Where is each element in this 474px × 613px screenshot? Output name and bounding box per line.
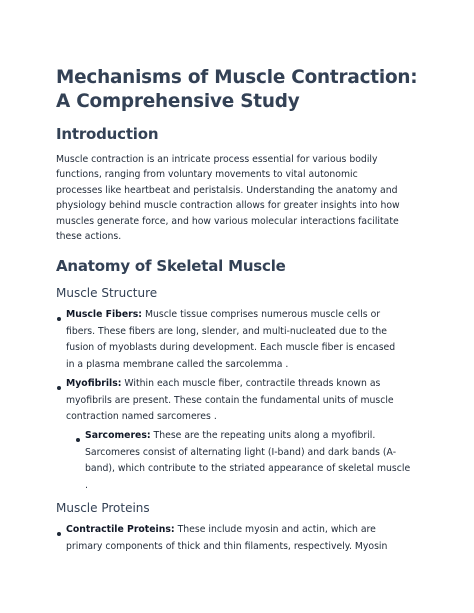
list-item-muscle-fibers bbox=[66, 307, 395, 373]
list-item-term: Muscle Fibers: bbox=[66, 309, 142, 320]
list-item-text: These include myosin and actin, which are bbox=[174, 524, 376, 535]
list-item-myofibrils bbox=[66, 376, 394, 426]
list-item-line: primary components of thick and thin filaments, respectively. Myosin bbox=[66, 540, 388, 552]
introduction-heading: Introduction bbox=[56, 125, 159, 143]
bullet-icon bbox=[57, 317, 61, 321]
list-item-line: band), which contribute to the striated appearance of skeletal muscle bbox=[85, 463, 411, 475]
introduction-paragraph bbox=[56, 152, 428, 244]
list-item-sarcomeres bbox=[85, 428, 410, 494]
introduction-line: muscles generate force, and how various molecular interactions facilitate bbox=[56, 215, 399, 227]
muscle-proteins-heading: Muscle Proteins bbox=[56, 501, 150, 515]
list-item-first-line bbox=[66, 522, 387, 539]
list-item-first-line bbox=[66, 307, 395, 324]
introduction-line: these actions. bbox=[56, 231, 122, 243]
introduction-line: physiology behind muscle contraction allows for greater insights into how bbox=[56, 200, 400, 212]
list-item-contractile-proteins bbox=[66, 522, 387, 555]
list-item-line: fibers. These fibers are long, slender, and multi-nucleated due to the bbox=[66, 325, 388, 337]
muscle-structure-heading: Muscle Structure bbox=[56, 286, 158, 300]
document-title: Mechanisms of Muscle Contraction: A Comprehensive Study bbox=[56, 67, 418, 112]
anatomy-heading: Anatomy of Skeletal Muscle bbox=[56, 257, 286, 275]
list-item-text: These are the repeating units along a myofibril. bbox=[150, 430, 376, 441]
list-item-term: Myofibrils: bbox=[66, 378, 122, 389]
introduction-line: functions, ranging from voluntary movements to vital autonomic bbox=[56, 169, 358, 181]
list-item-term: Contractile Proteins: bbox=[66, 524, 175, 535]
introduction-line: Muscle contraction is an intricate process essential for various bodily bbox=[56, 154, 378, 165]
list-item-line: in a plasma membrane called the sarcolemma . bbox=[66, 358, 289, 370]
list-item-line: contraction named sarcomeres . bbox=[66, 411, 217, 423]
list-item-first-line bbox=[66, 376, 394, 393]
list-item-line: Sarcomeres consist of alternating light (I-band) and dark bands (A- bbox=[85, 446, 397, 458]
list-item-term: Sarcomeres: bbox=[85, 430, 151, 441]
list-item-line: myofibrils are present. These contain the fundamental units of muscle bbox=[66, 394, 394, 406]
list-item-text: Within each muscle fiber, contractile threads known as bbox=[121, 378, 381, 389]
bullet-icon bbox=[76, 438, 80, 442]
bullet-icon bbox=[57, 386, 61, 390]
bullet-icon bbox=[57, 532, 61, 536]
list-item-line: fusion of myoblasts during development. Each muscle fiber is encased bbox=[66, 342, 396, 354]
list-item-text: Muscle tissue comprises numerous muscle cells or bbox=[141, 309, 381, 320]
introduction-line: processes like heartbeat and peristalsis. Understanding the anatomy and bbox=[56, 184, 398, 196]
list-item-first-line bbox=[85, 428, 410, 445]
list-item-line: . bbox=[85, 479, 88, 491]
